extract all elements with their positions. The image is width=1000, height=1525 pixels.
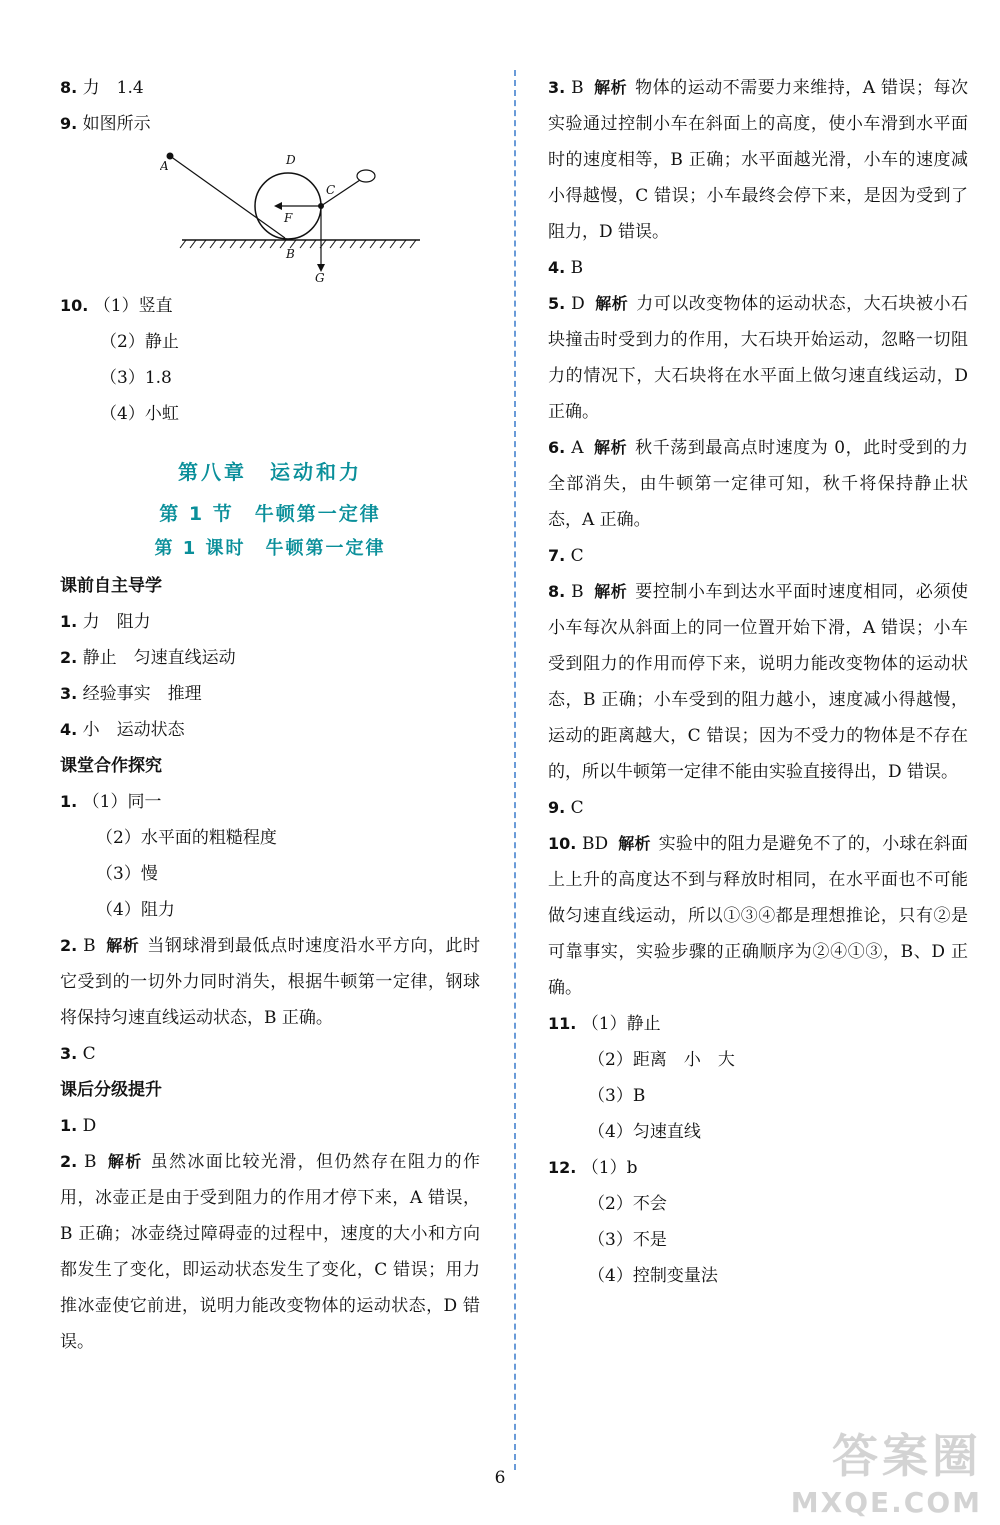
coop-answer-1: 1. （1）同一: [60, 792, 162, 812]
right-column: [548, 70, 968, 1294]
in-class-heading: 课堂合作探究: [60, 756, 162, 776]
answer-10-4: （4）小虹: [100, 404, 179, 424]
after-class-heading: 课后分级提升: [60, 1080, 162, 1100]
answer-r7: 7. C: [548, 546, 584, 566]
column-divider: [514, 70, 516, 1470]
label-f: F: [284, 211, 293, 225]
coop-answer-1-3: （3）慢: [96, 864, 158, 884]
watermark-url: MXQE.COM: [790, 1486, 982, 1519]
answer-10-3: （3）1.8: [100, 368, 172, 388]
answer-r4: 4. B: [548, 258, 584, 278]
label-c: C: [326, 183, 336, 197]
label-g: G: [315, 271, 325, 284]
label-a: A: [160, 159, 169, 173]
pre-answer-4: 4. 小 运动状态: [60, 720, 185, 740]
pre-answer-1: 1. 力 阻力: [60, 612, 151, 632]
force-f-arrowhead: [274, 202, 282, 210]
answer-9: 9. 如图所示: [60, 114, 151, 134]
answer-r5: 5. D 解析 力可以改变物体的运动状态，大石块被小石块撞击时受到力的作用，大石块开始运动，忽略一切阻力的情况下，大石块将在水平面上做匀速直线运动，D 正确。: [548, 294, 969, 422]
pre-answer-3: 3. 经验事实 推理: [60, 684, 202, 704]
label-b: B: [286, 247, 295, 261]
lesson-title: 第 1 课时 牛顿第一定律: [154, 538, 386, 559]
answer-10-2: （2）静止: [100, 332, 179, 352]
answer-r12-3: （3）不是: [588, 1230, 667, 1250]
pre-answer-2: 2. 静止 匀速直线运动: [60, 648, 236, 668]
section-title: 第 1 节 牛顿第一定律: [159, 503, 381, 525]
answer-r12-2: （2）不会: [588, 1194, 667, 1214]
answer-8: 8. 力 1.4: [60, 78, 144, 98]
answer-r12: 12. （1）b: [548, 1158, 638, 1178]
coop-answer-1-2: （2）水平面的粗糙程度: [96, 828, 277, 848]
answer-r10: 10. BD 解析 实验中的阻力是避免不了的，小球在斜面上上升的高度达不到与释放时相同，在水平面也不可能做匀速直线运动，所以①③④都是理想推论，只有②是可靠事实，实验步骤的正确顺序为②④①③，B、D 正确。: [548, 834, 968, 998]
answer-r11: 11. （1）静止: [548, 1014, 661, 1034]
pre-class-heading: 课前自主导学: [60, 576, 162, 596]
coop-answer-2: 2. B 解析 当钢球滑到最低点时速度沿水平方向，此时它受到的一切外力同时消失，根据牛顿第一定律，钢球将保持匀速直线运动状态，B 正确。: [60, 936, 480, 1028]
watermark: [791, 1420, 982, 1519]
label-d: D: [286, 153, 296, 167]
answer-r11-2: （2）距离 小 大: [588, 1050, 735, 1070]
post-answer-1: 1. D: [60, 1116, 97, 1136]
post-answer-2: 2. B 解析 虽然冰面比较光滑，但仍然存在阻力的作用，冰壶正是由于受到阻力的作用才停下来，A 错误，B 正确；冰壶绕过障碍壶的过程中，速度的大小和方向都发生了变化，即运动状态发生了变化，C 错误；用力推冰壶使它前进，说明力能改变物体的运动状态，D 错误。: [60, 1152, 480, 1352]
answer-r6: 6. A 解析 秋千荡到最高点时速度为 0，此时受到的力全部消失，由牛顿第一定律可知，秋千将保持静止状态，A 正确。: [548, 438, 968, 530]
ground-hatching: [180, 240, 416, 248]
answer-r9: 9. C: [548, 798, 584, 818]
chapter-title: 第八章 运动和力: [178, 460, 362, 484]
answer-r3: 3. B 解析 物体的运动不需要力来维持，A 错误；每次实验通过控制小车在斜面上的高度，使小车滑到水平面时的速度相等，B 正确；水平面越光滑，小车的速度减小得越慢，C 错误；小车最终会停下来，是因为受到了阻力，D 错误。: [548, 78, 968, 242]
coop-answer-1-4: （4）阻力: [96, 900, 175, 920]
answer-r12-4: （4）控制变量法: [588, 1266, 718, 1286]
left-column: [60, 70, 480, 1360]
force-diagram: [160, 144, 460, 284]
watermark-logo: 答案圈: [832, 1429, 982, 1483]
answer-r8: 8. B 解析 要控制小车到达水平面时速度相同，必须使小车每次从斜面上的同一位置开始下滑，A 错误；小车受到阻力的作用而停下来，说明力能改变物体的运动状态，B 正确；小车受到的阻力越小，速度减小得越慢，运动的距离越大，C 错误；因为不受力的物体是不存在的，所以牛顿第一定律不能由实验直接得出，D 错误。: [548, 582, 968, 782]
handle-end: [357, 170, 375, 182]
rope: [170, 156, 285, 238]
answer-r11-4: （4）匀速直线: [588, 1122, 701, 1142]
answer-10: 10. （1）竖直: [60, 296, 173, 316]
coop-answer-3: 3. C: [60, 1044, 96, 1064]
answer-r11-3: （3）B: [588, 1086, 646, 1106]
page-number: 6: [494, 1468, 506, 1488]
